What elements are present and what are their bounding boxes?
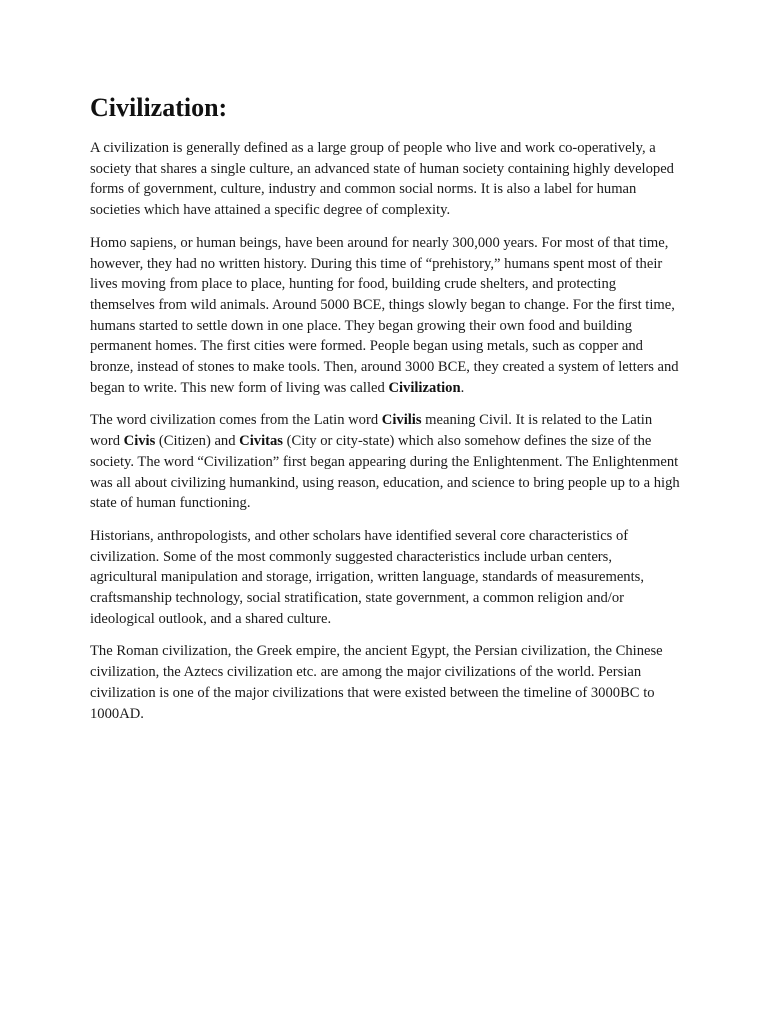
bold-term-civitas: Civitas <box>239 433 283 450</box>
paragraph-text: meaning Civil. It is related to the Latin word <box>90 412 653 450</box>
paragraph-text: (City or city-state) which also somehow defines the size of the society. The word “Civilization” first began appearing during the Enlightenment. The Enlightenment was all about civilizing humankind, using reason, education, and science to bring people up to a high state of human functioning. <box>90 433 680 512</box>
document-body <box>90 92 680 736</box>
bold-term-civilis: Civilis <box>381 412 422 429</box>
paragraph-characteristics: Historians, anthropologists, and other scholars have identified several core characteristics of civilization. Some of the most commonly suggested characteristics include urban centers, agricultural manipulation and storage, irrigation, written language, standards of measurements, craftsmanship technology, social stratification, state government, a common religion and/or ideological outlook, and a shared culture. <box>90 527 644 627</box>
paragraph-definition: A civilization is generally defined as a large group of people who live and work co-operatively, a society that shares a single culture, an advanced state of human society containing highly developed forms of government, culture, industry and common social norms. It is also a label for human societies which have attained a specific degree of complexity. <box>90 140 674 219</box>
paragraph-text: Homo sapiens, or human beings, have been around for nearly 300,000 years. For most of that time, however, they had no written history. During this time of “prehistory,” humans spent most of their lives moving from place to place, hunting for food, building crude shelters, and protecting themselves from wild animals. Around 5000 BCE, things slowly began to change. For the first time, humans started to settle down in one place. They began growing their own food and building permanent homes. The first cities were formed. People began using metals, such as copper and bronze, instead of stones to make tools. Then, around 3000 BCE, they created a system of letters and began to write. This new form of living was called <box>90 234 679 396</box>
paragraph-text: (Citizen) and <box>155 433 240 450</box>
paragraph-text: . <box>460 379 465 396</box>
paragraph-major-civilizations: The Roman civilization, the Greek empire, the ancient Egypt, the Persian civilization, the Chinese civilization, the Aztecs civilization etc. are among the major civilizations of the world. Persian civilization is one of the major civilizations that were existed between the timeline of 3000BC to 1000AD. <box>90 643 663 722</box>
paragraph-prehistory <box>90 233 680 399</box>
document-title: Civilization: <box>90 93 228 122</box>
bold-term-civis: Civis <box>123 433 156 450</box>
paragraph-text: The word civilization comes from the Latin word <box>90 412 382 429</box>
paragraph-etymology <box>90 410 680 514</box>
bold-term-civilization: Civilization <box>388 379 461 396</box>
